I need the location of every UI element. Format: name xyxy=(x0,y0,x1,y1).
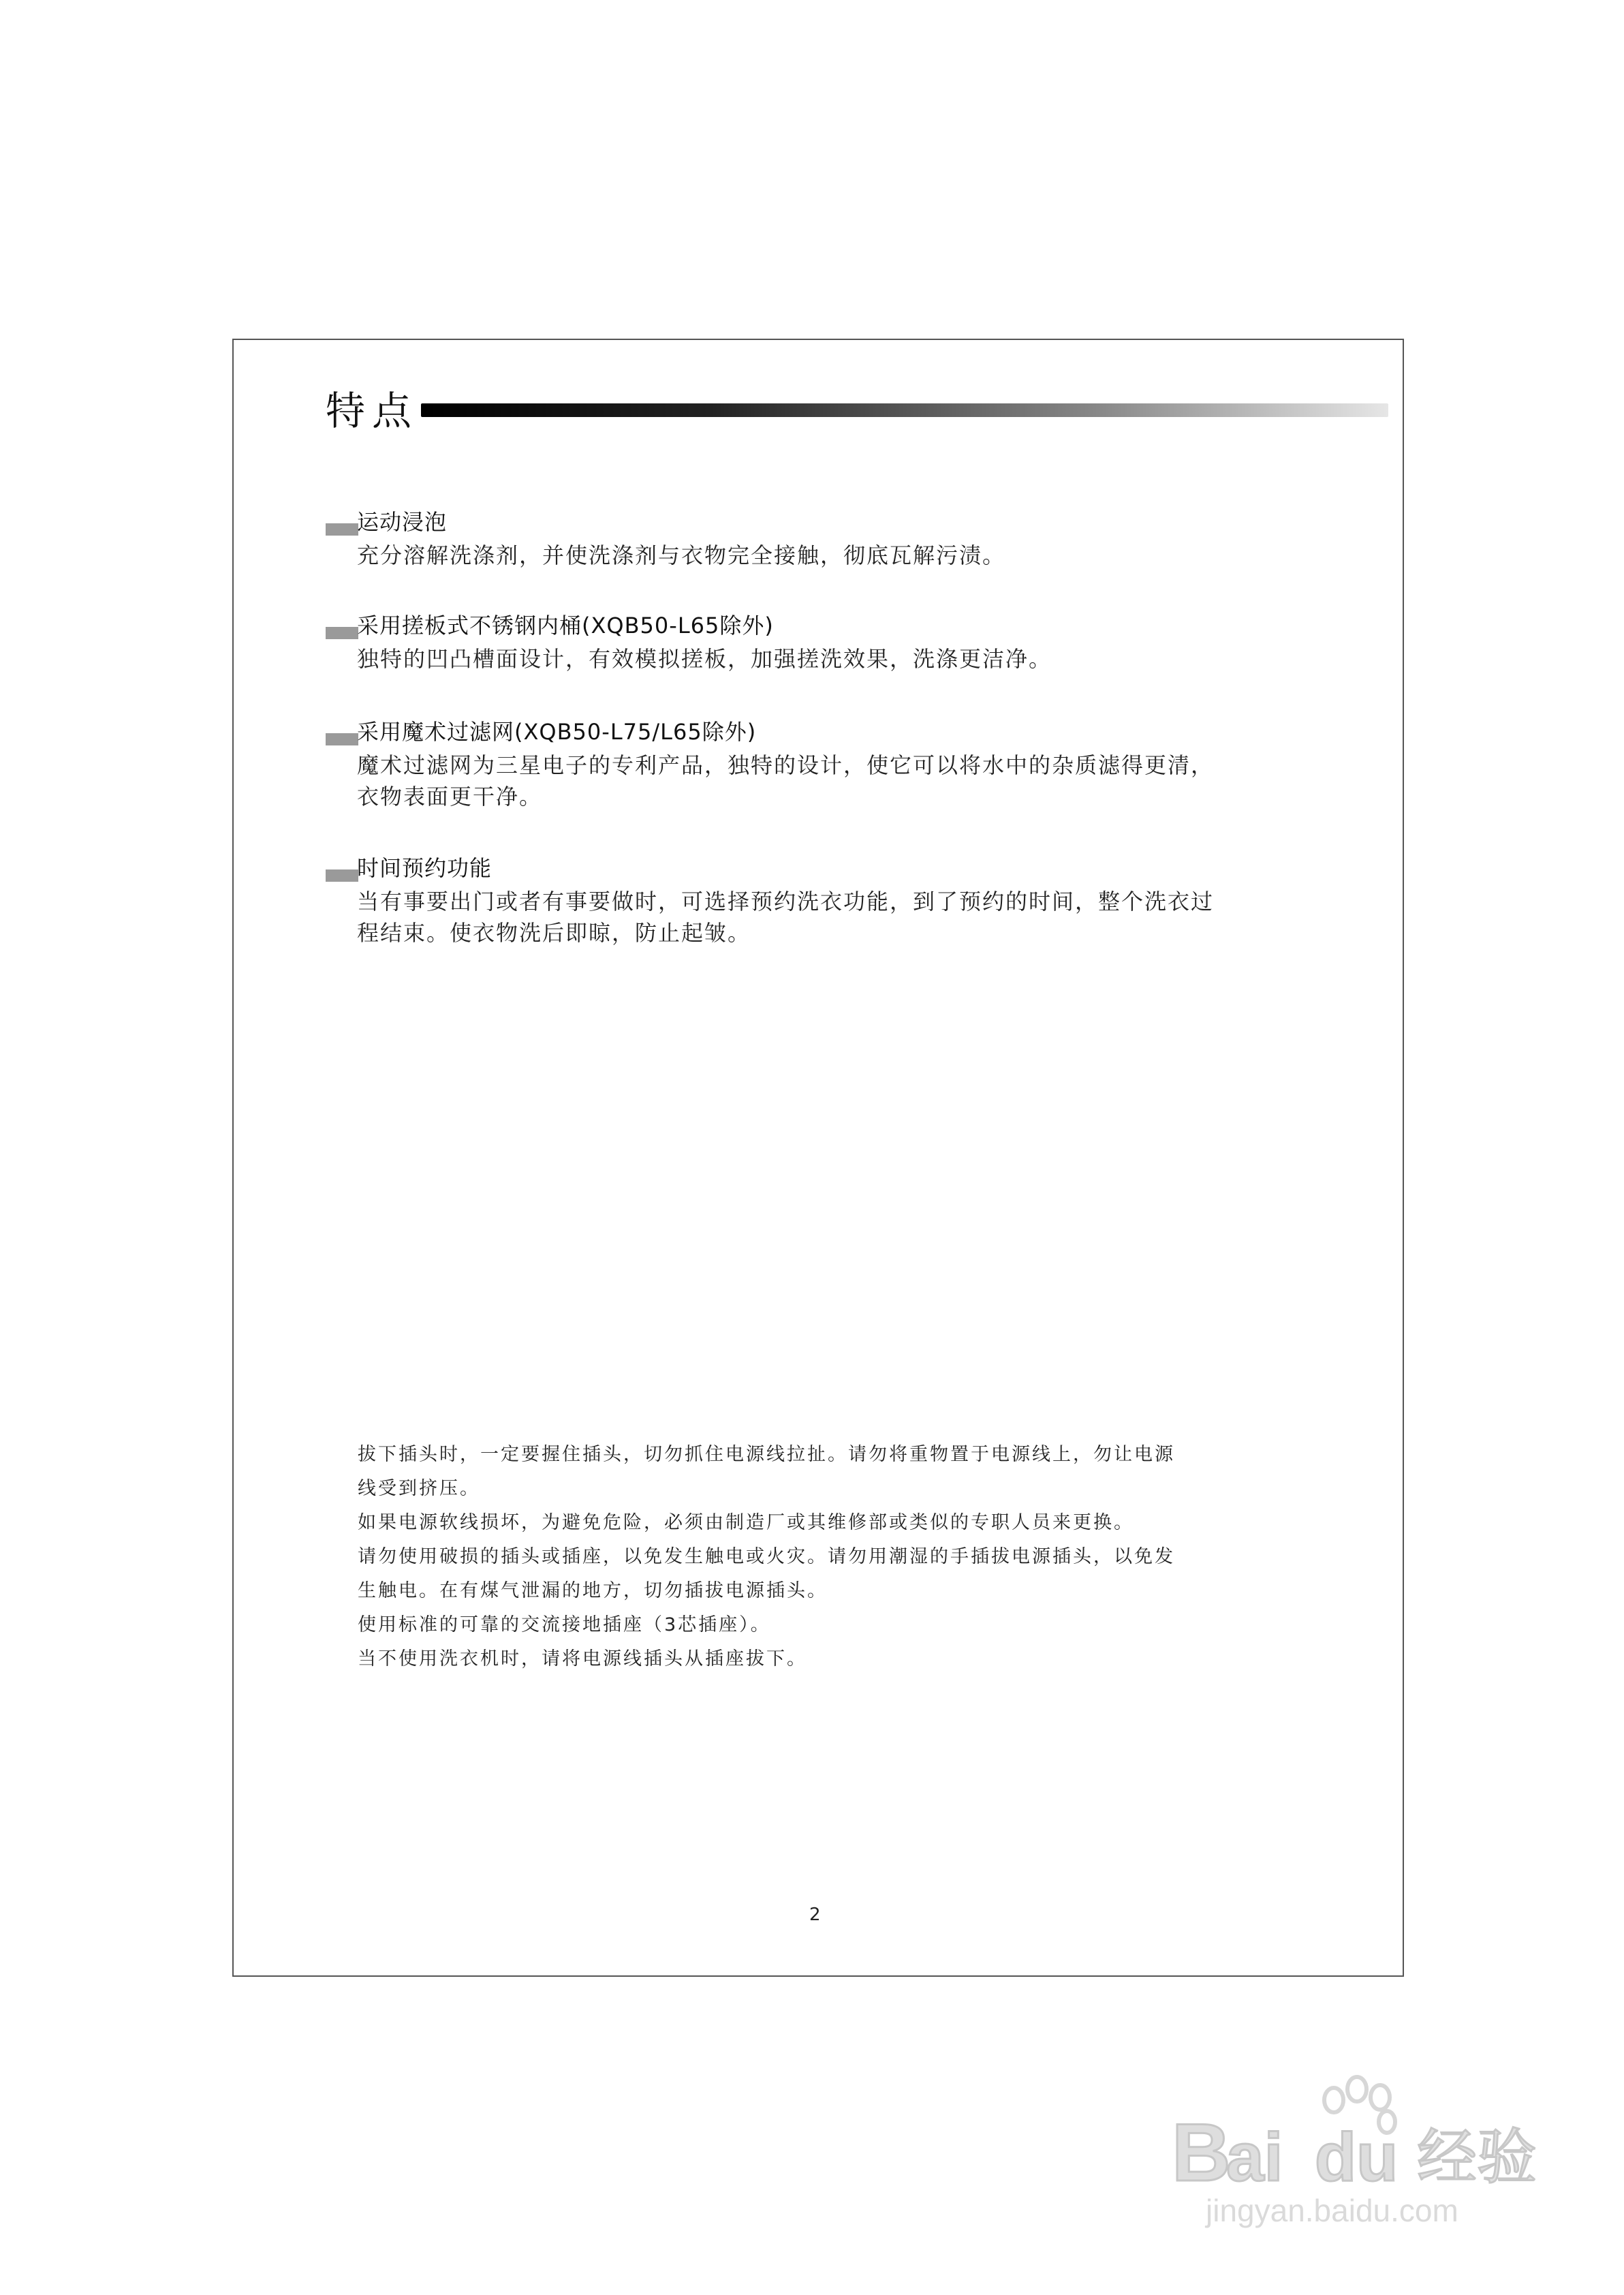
note-line: 如果电源软线损坏，为避免危险，必须由制造厂或其维修部或类似的专职人员来更换。 xyxy=(358,1512,1134,1533)
feature-item xyxy=(326,611,1266,675)
feature-item xyxy=(326,507,1266,571)
feature-desc-line: 充分溶解洗涤剂，并使洗涤剂与衣物完全接触，彻底瓦解污渍。 xyxy=(357,542,1006,568)
note-line: 拔下插头时，一定要握住插头，切勿抓住电源线拉扯。请勿将重物置于电源线上，勿让电源 xyxy=(358,1444,1175,1465)
feature-desc-line: 魔术过滤网为三星电子的专利产品，独特的设计，使它可以将水中的杂质滤得更清， xyxy=(357,752,1215,778)
page-number: 2 xyxy=(809,1905,821,1925)
svg-text:ai: ai xyxy=(1226,2119,1283,2196)
feature-desc-line: 程结束。使衣物洗后即晾，防止起皱。 xyxy=(357,920,751,946)
bullet-marker-icon xyxy=(326,627,358,639)
feature-heading: 运动浸泡 xyxy=(357,509,448,535)
page-frame xyxy=(232,339,1404,1977)
feature-heading: 采用搓板式不锈钢内桶(XQB50-L65除外) xyxy=(357,613,774,638)
note-line: 请勿使用破损的插头或插座，以免发生触电或火灾。请勿用潮湿的手插拔电源插头，以免发 xyxy=(358,1546,1175,1567)
feature-item xyxy=(326,717,1266,812)
safety-notes xyxy=(358,1438,1298,1676)
svg-text:经验: 经验 xyxy=(1417,2122,1537,2192)
feature-desc-line: 当有事要出门或者有事要做时，可选择预约洗衣功能，到了预约的时间，整个洗衣过 xyxy=(357,889,1215,914)
feature-desc-line: 衣物表面更干净。 xyxy=(357,784,543,810)
baidu-jingyan-watermark-icon xyxy=(1158,2058,1540,2235)
feature-heading: 时间预约功能 xyxy=(357,855,493,881)
feature-desc-line: 独特的凹凸槽面设计，有效模拟搓板，加强搓洗效果，洗涤更洁净。 xyxy=(357,646,1052,672)
note-line: 当不使用洗衣机时，请将电源线插头从插座拔下。 xyxy=(358,1648,807,1669)
bullet-marker-icon xyxy=(326,733,358,745)
note-line: 生触电。在有煤气泄漏的地方，切勿插拔电源插头。 xyxy=(358,1580,828,1601)
note-line: 线受到挤压。 xyxy=(358,1478,480,1499)
bullet-marker-icon xyxy=(326,523,358,536)
page-title: 特点 xyxy=(326,388,419,434)
svg-text:du: du xyxy=(1315,2119,1399,2196)
watermark-url: jingyan.baidu.com xyxy=(1206,2193,1458,2228)
feature-item xyxy=(326,853,1266,949)
note-line: 使用标准的可靠的交流接地插座（3芯插座）。 xyxy=(358,1614,771,1635)
bullet-marker-icon xyxy=(326,869,358,882)
title-gradient-bar xyxy=(421,403,1388,417)
svg-text:B: B xyxy=(1172,2107,1231,2198)
feature-heading: 采用魔术过滤网(XQB50-L75/L65除外) xyxy=(357,719,757,745)
